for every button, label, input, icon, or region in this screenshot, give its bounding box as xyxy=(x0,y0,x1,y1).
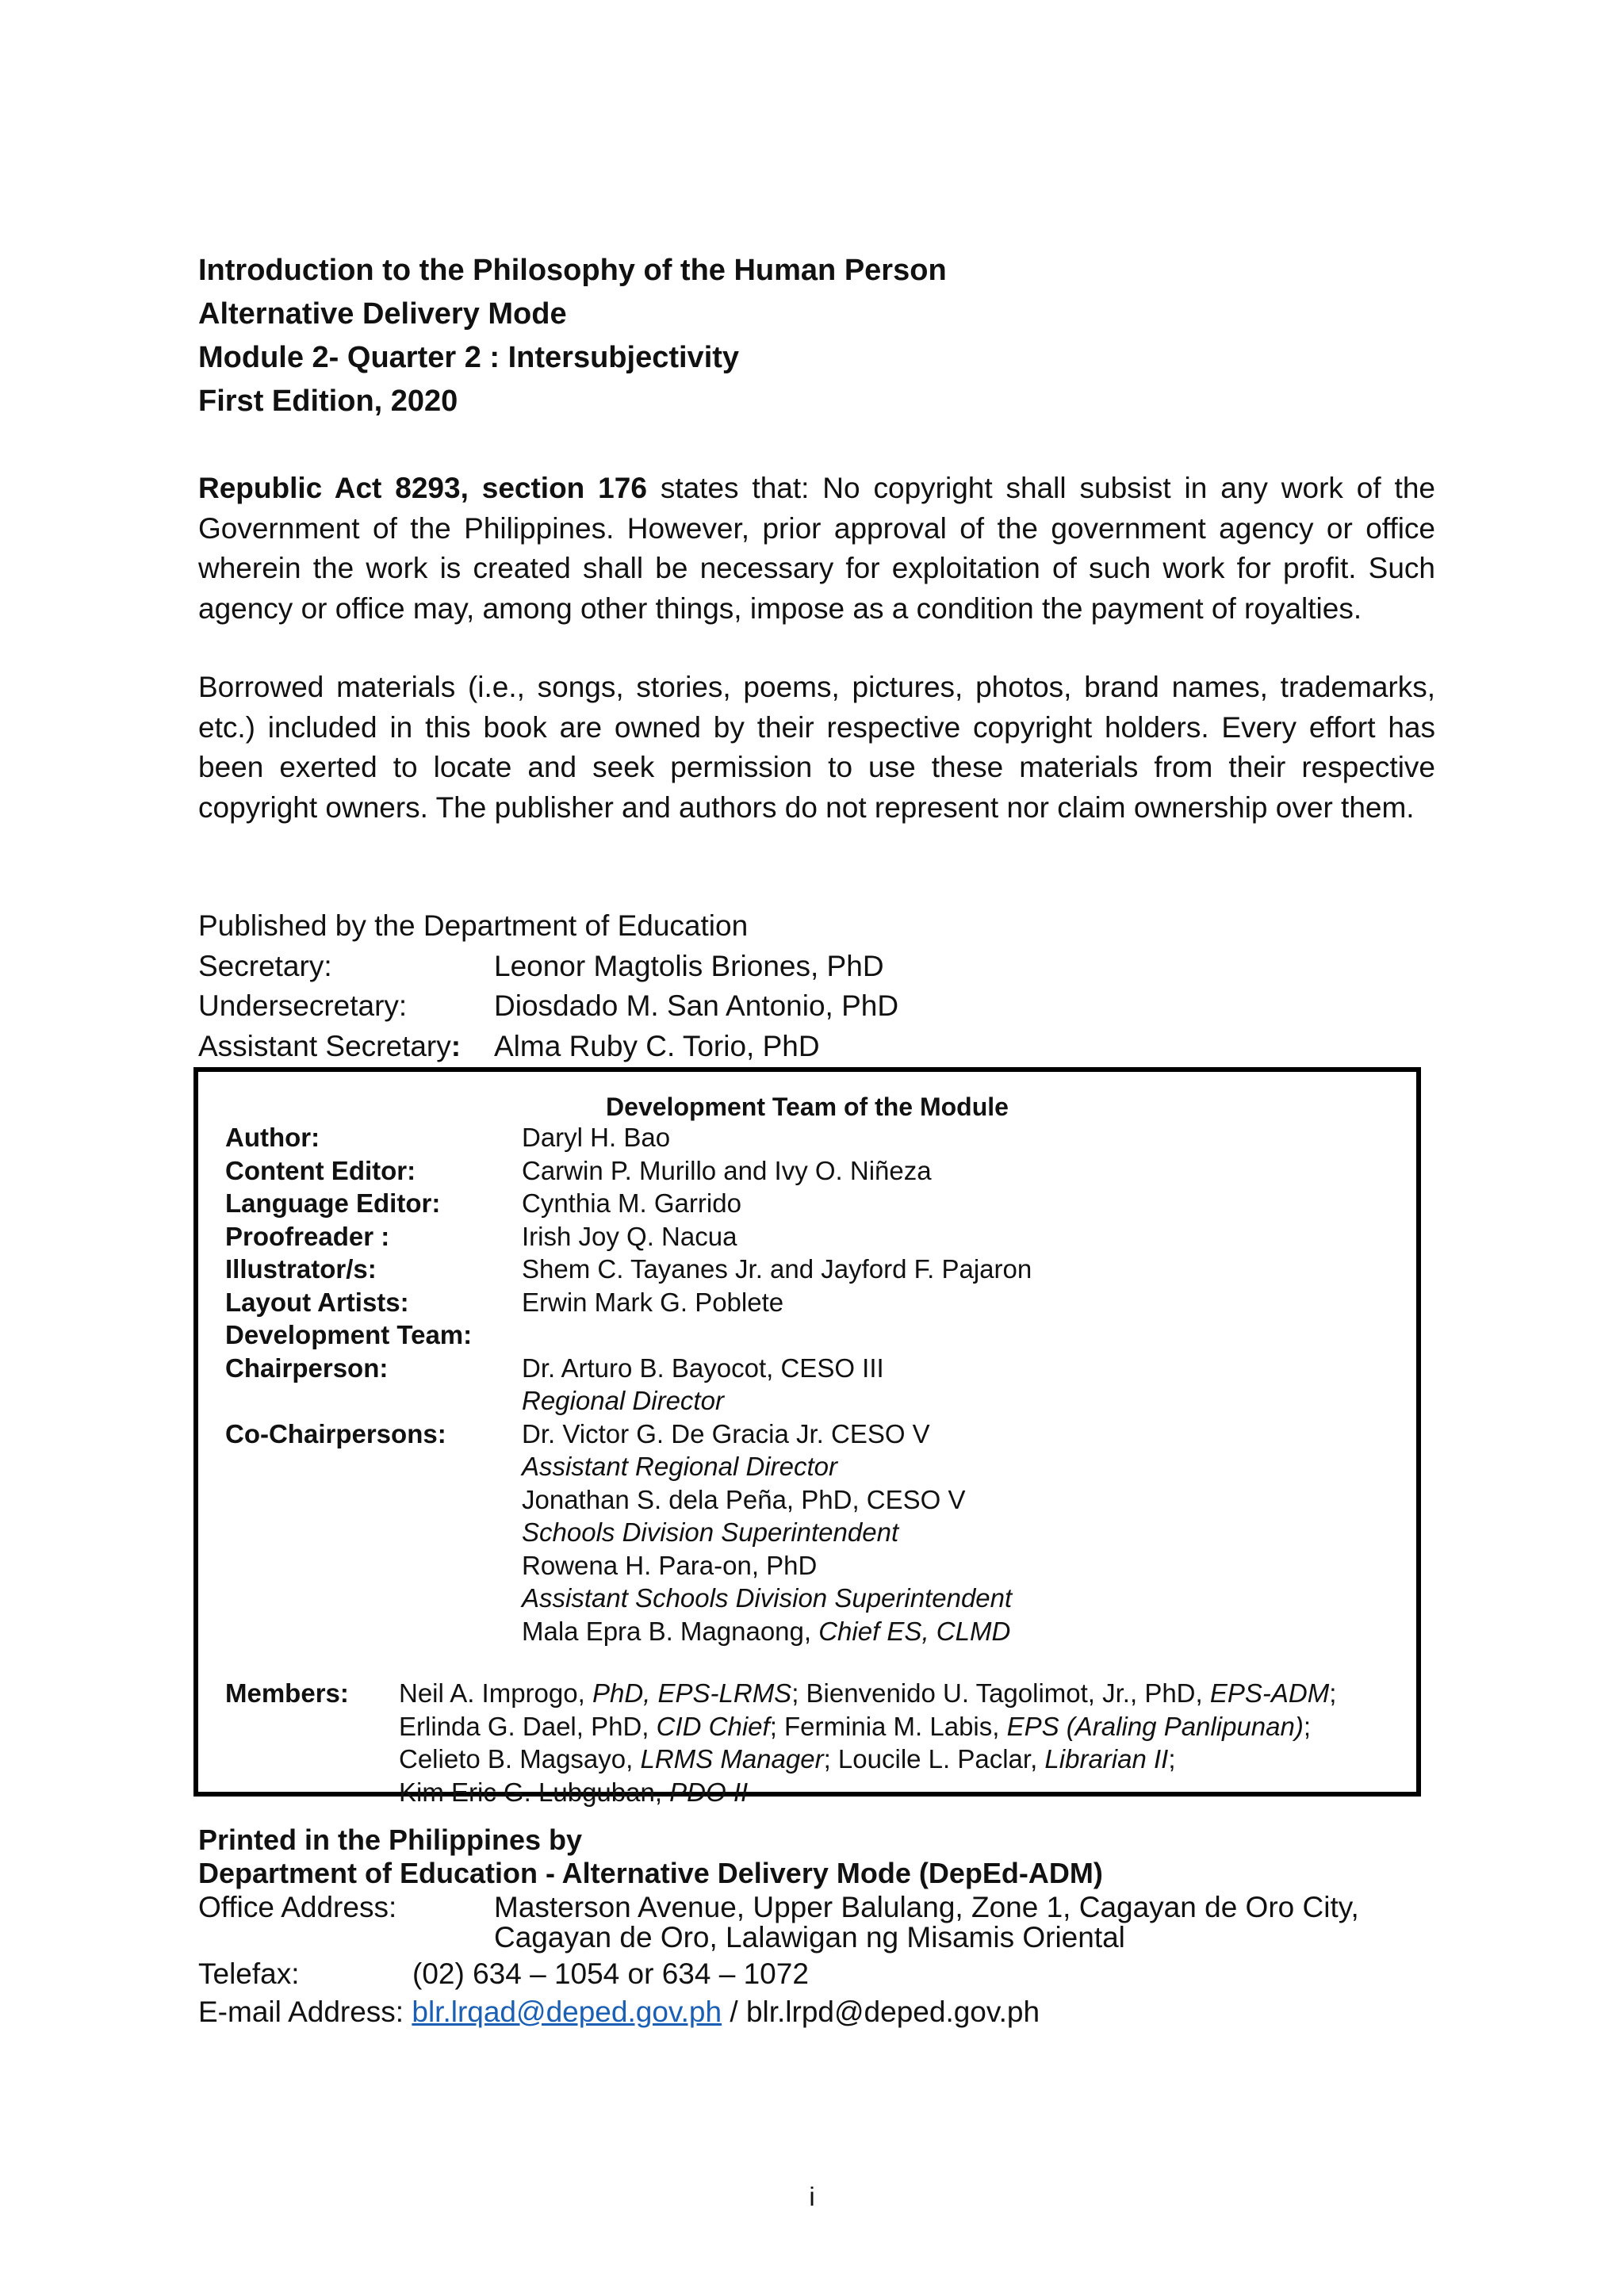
language-editor-row xyxy=(225,1187,1391,1220)
printed-by: Printed in the Philippines by xyxy=(198,1823,583,1856)
language-editor-label: Language Editor: xyxy=(225,1188,441,1218)
undersecretary-label: Undersecretary: xyxy=(198,989,408,1022)
members-line-3: Celieto B. Magsayo, LRMS Manager; Loucile L. Paclar, Librarian II; xyxy=(399,1744,1176,1774)
proofreader-label: Proofreader : xyxy=(225,1221,390,1251)
email-link[interactable]: blr.lrqad@deped.gov.ph xyxy=(412,1996,722,2028)
members-line-1: Neil A. Improgo, PhD, EPS-LRMS; Bienvenido U. Tagolimot, Jr., PhD, EPS-ADM; xyxy=(399,1678,1337,1708)
telefax-value: (02) 634 – 1054 or 634 – 1072 xyxy=(412,1957,809,1990)
office-address-line-2: Cagayan de Oro, Lalawigan ng Misamis Oriental xyxy=(494,1921,1125,1954)
email-other: blr.lrpd@deped.gov.ph xyxy=(745,1996,1040,2028)
telefax-label: Telefax: xyxy=(198,1957,300,1990)
email-row xyxy=(198,1995,1435,2030)
development-team-heading: Development Team of the Module xyxy=(606,1093,1009,1121)
cochair3-name: Rowena H. Para-on, PhD xyxy=(522,1550,818,1580)
undersecretary-row xyxy=(198,986,1435,1027)
development-team-label: Development Team: xyxy=(225,1320,473,1349)
proofreader-row xyxy=(225,1220,1391,1253)
author-label: Author: xyxy=(225,1123,320,1152)
cochairpersons-row xyxy=(225,1418,1391,1451)
cochair2-name: Jonathan S. dela Peña, PhD, CESO V xyxy=(522,1484,966,1514)
chairperson-title-row xyxy=(225,1384,1391,1418)
cochair1-name: Dr. Victor G. De Gracia Jr. CESO V xyxy=(522,1418,930,1448)
development-team-row xyxy=(225,1318,1391,1352)
members-label: Members: xyxy=(225,1678,349,1708)
edition: First Edition, 2020 xyxy=(198,385,458,418)
secretary-row xyxy=(198,947,1435,987)
delivery-mode: Alternative Delivery Mode xyxy=(198,297,567,331)
chairperson-row xyxy=(225,1352,1391,1385)
illustrators-label: Illustrator/s: xyxy=(225,1254,377,1284)
page-number: i xyxy=(809,2182,815,2211)
copyright-law-text: states that: No copyright shall subsist in any work of the Government of the Philippines. However, prior approval of the government agency or office wherein the work is created shall be necessary for exploitation of such work for profit. Such agency or office may, among other things, impose as a condition the payment of royalties. xyxy=(198,472,1435,625)
layout-artists-name: Erwin Mark G. Poblete xyxy=(522,1287,784,1317)
chairperson-label: Chairperson: xyxy=(225,1353,389,1383)
office-address-label: Office Address: xyxy=(198,1891,397,1923)
layout-artists-label: Layout Artists: xyxy=(225,1287,409,1317)
layout-artists-row xyxy=(225,1286,1391,1319)
illustrators-name: Shem C. Tayanes Jr. and Jayford F. Pajaron xyxy=(522,1254,1032,1284)
undersecretary-name: Diosdado M. San Antonio, PhD xyxy=(494,989,899,1022)
chairperson-name: Dr. Arturo B. Bayocot, CESO III xyxy=(522,1353,884,1383)
assistant-secretary-row xyxy=(198,1027,1435,1067)
members-list xyxy=(399,1677,1336,1808)
secretary-label: Secretary: xyxy=(198,949,332,982)
cochair1-title: Assistant Regional Director xyxy=(522,1452,837,1481)
language-editor-name: Cynthia M. Garrido xyxy=(522,1188,741,1218)
title-block xyxy=(198,249,1435,423)
telefax-row xyxy=(198,1957,1435,1995)
cochairpersons-label: Co-Chairpersons: xyxy=(225,1418,446,1448)
content-editor-row xyxy=(225,1154,1391,1188)
email-label: E-mail Address: xyxy=(198,1996,412,2028)
chairperson-title: Regional Director xyxy=(522,1386,724,1415)
office-address-row-2 xyxy=(198,1921,1435,1957)
publisher-block xyxy=(198,906,1435,1066)
cochair4: Mala Epra B. Magnaong, Chief ES, CLMD xyxy=(522,1616,1011,1646)
printing-agency: Department of Education - Alternative Delivery Mode (DepEd-ADM) xyxy=(198,1857,1103,1889)
cochair3-title: Assistant Schools Division Superintendent xyxy=(522,1583,1013,1613)
author-name: Daryl H. Bao xyxy=(522,1123,671,1152)
illustrators-row xyxy=(225,1253,1391,1286)
office-address-line-1: Masterson Avenue, Upper Balulang, Zone 1, Cagayan de Oro City, xyxy=(494,1891,1359,1923)
copyright-law-reference: Republic Act 8293, section 176 xyxy=(198,472,647,504)
copyright-paragraph xyxy=(198,469,1435,629)
proofreader-name: Irish Joy Q. Nacua xyxy=(522,1221,737,1251)
author-row xyxy=(225,1121,1391,1154)
content-editor-name: Carwin P. Murillo and Ivy O. Niñeza xyxy=(522,1155,932,1185)
content-editor-label: Content Editor: xyxy=(225,1155,416,1185)
cochair2-title: Schools Division Superintendent xyxy=(522,1517,899,1547)
borrowed-materials-paragraph: Borrowed materials (i.e., songs, stories, poems, pictures, photos, brand names, trademarks, etc.) included in this book are owned by their respective copyright holders. Every effort has been exerted to locate and seek permission to use these materials from their respective copyright owners. The publisher and authors do not represent nor claim ownership over them. xyxy=(198,671,1435,824)
printing-block xyxy=(198,1823,1435,2030)
published-by: Published by the Department of Education xyxy=(198,909,749,942)
assistant-secretary-name: Alma Ruby C. Torio, PhD xyxy=(494,1029,820,1062)
secretary-name: Leonor Magtolis Briones, PhD xyxy=(494,949,884,982)
members-line-4: Kim Eric G. Lubguban, PDO II xyxy=(399,1777,749,1807)
email-separator: / xyxy=(722,1996,746,2028)
assistant-secretary-label: Assistant Secretary: xyxy=(198,1029,462,1062)
members-line-2: Erlinda G. Dael, PhD, CID Chief; Ferminia M. Labis, EPS (Araling Panlipunan); xyxy=(399,1711,1311,1741)
book-title: Introduction to the Philosophy of the Human Person xyxy=(198,254,947,287)
development-team-box xyxy=(193,1067,1421,1807)
module-title: Module 2- Quarter 2 : Intersubjectivity xyxy=(198,341,740,374)
